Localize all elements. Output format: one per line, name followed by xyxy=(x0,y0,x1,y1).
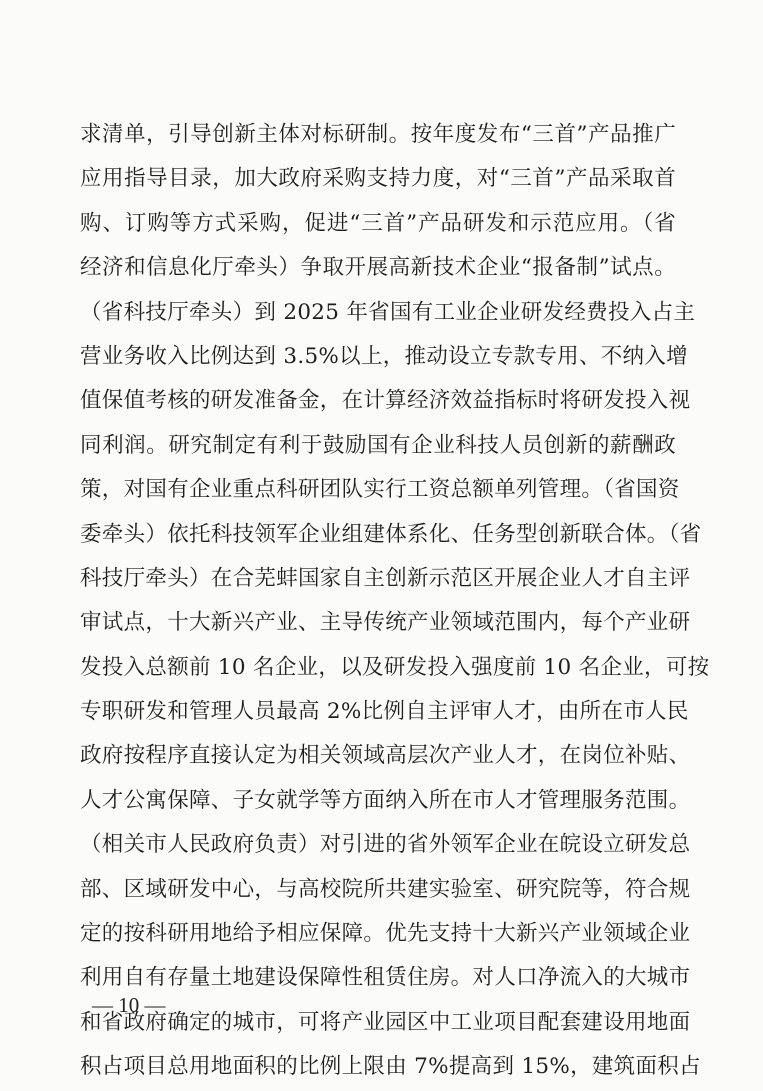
text-line-17: （相关市人民政府负责）对引进的省外领军企业在皖设立研发总 xyxy=(80,832,691,858)
text-line-18: 部、区域研发中心，与高校院所共建实验室、研究院等，符合规 xyxy=(80,876,691,902)
text-line-20: 利用自有存量土地建设保障性租赁住房。对人口净流入的大城市 xyxy=(80,965,691,991)
text-line-4: 经济和信息化厅牵头）争取开展高新技术企业“报备制”试点。 xyxy=(80,255,676,281)
text-line-2: 应用指导目录，加大政府采购支持力度，对“三首”产品采取首 xyxy=(80,166,676,192)
text-line-8: 同利润。研究制定有利于鼓励国有企业科技人员创新的薪酬政 xyxy=(80,432,676,458)
text-line-14: 专职研发和管理人员最高 2%比例自主评审人才，由所在市人民 xyxy=(80,699,689,725)
text-line-15: 政府按程序直接认定为相关领域高层次产业人才，在岗位补贴、 xyxy=(80,743,691,769)
body-text xyxy=(80,113,710,1090)
text-line-12: 审试点，十大新兴产业、主导传统产业领域范围内，每个产业研 xyxy=(80,610,691,636)
text-line-19: 定的按科研用地给予相应保障。优先支持十大新兴产业领域企业 xyxy=(80,921,691,947)
text-line-6: 营业务收入比例达到 3.5%以上，推动设立专款专用、不纳入增 xyxy=(80,343,688,369)
page-number: — 10 — xyxy=(92,993,166,1017)
text-line-7: 值保值考核的研发准备金，在计算经济效益指标时将研发投入视 xyxy=(80,388,691,414)
text-line-5: （省科技厅牵头）到 2025 年省国有工业企业研发经费投入占主 xyxy=(80,299,696,325)
text-line-11: 科技厅牵头）在合芜蚌国家自主创新示范区开展企业人才自主评 xyxy=(80,565,691,591)
text-line-16: 人才公寓保障、子女就学等方面纳入所在市人才管理服务范围。 xyxy=(80,787,691,813)
text-line-3: 购、订购等方式采购，促进“三首”产品研发和示范应用。（省 xyxy=(80,210,676,236)
text-line-10: 委牵头）依托科技领军企业组建体系化、任务型创新联合体。（省 xyxy=(80,521,702,547)
text-line-21: 和省政府确定的城市，可将产业园区中工业项目配套建设用地面 xyxy=(80,1009,691,1035)
text-line-9: 策，对国有企业重点科研团队实行工资总额单列管理。（省国资 xyxy=(80,477,680,503)
text-line-13: 发投入总额前 10 名企业，以及研发投入强度前 10 名企业，可按 xyxy=(80,654,710,680)
text-line-22: 积占项目总用地面积的比例上限由 7%提高到 15%，建筑面积占 xyxy=(80,1054,701,1080)
text-line-1: 求清单，引导创新主体对标研制。按年度发布“三首”产品推广 xyxy=(80,122,676,147)
